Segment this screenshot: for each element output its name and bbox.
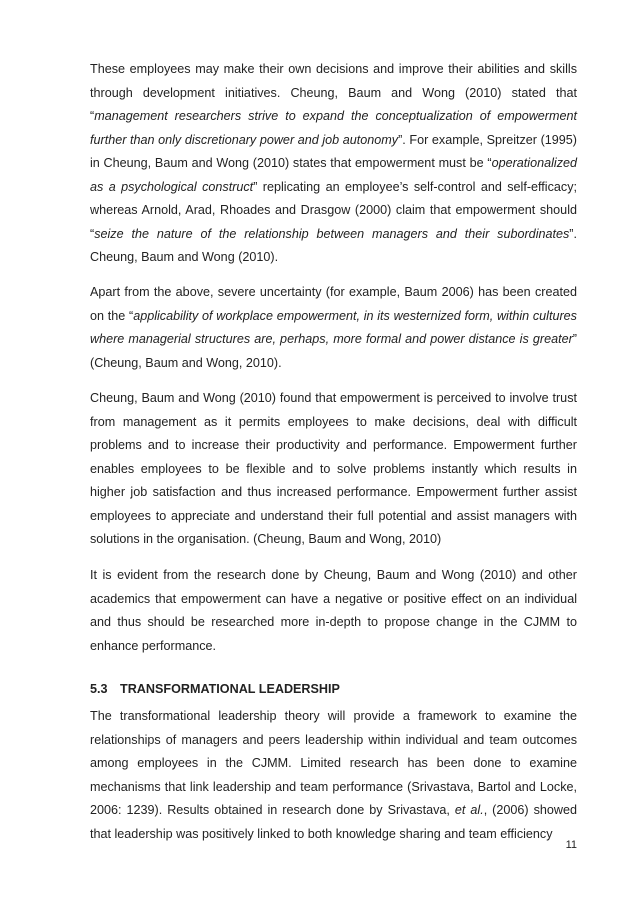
paragraph-uncertainty xyxy=(90,281,577,375)
section-number: 5.3 xyxy=(90,682,108,696)
text-run: The transformational leadership theory will provide a framework to examine the relationships of managers and peers leadership within individual and team outcomes among employees in the CJMM. Limited research has been done to examine mechanisms that link leadership and team performance (Srivastava, Bartol and Locke, 2006: 1239). Results obtained in research done by Srivastava, xyxy=(90,709,577,817)
citation-italic: et al. xyxy=(454,803,484,817)
quote-italic: management researchers strive to expand the conceptualization of empowerment further than only discretionary power and job autonomy xyxy=(90,109,577,147)
quote-italic: applicability of workplace empowerment, in its westernized form, within cultures where managerial structures are, perhaps, more formal and power distance is greater xyxy=(90,308,577,346)
text-run: Apart from the above, severe uncertainty (for example, Baum 2006) has been created on the “ xyxy=(90,285,577,323)
quote-italic: seize the nature of the relationship between managers and their subordinates xyxy=(94,226,570,241)
paragraph-empowerment-definition xyxy=(90,58,577,270)
text-run: ” (Cheung, Baum and Wong, 2010). xyxy=(90,332,577,370)
section-heading xyxy=(90,678,340,702)
text-run: , (2006) showed that leadership was positively linked to both knowledge sharing and team efficiency xyxy=(90,803,577,841)
paragraph-empowerment-effect: It is evident from the research done by Cheung, Baum and Wong (2010) and other academics that empowerment can have a negative or positive effect on an individual and thus should be researched more in-depth to propose change in the CJMM to enhance performance. xyxy=(90,568,577,653)
page-number: 11 xyxy=(565,839,577,851)
text-run: ”. For example, Spreitzer (1995) in Cheung, Baum and Wong (2010) states that empowerment must be “ xyxy=(90,132,578,170)
text-run: ”. Cheung, Baum and Wong (2010). xyxy=(90,226,577,264)
text-run: These employees may make their own decisions and improve their abilities and skills through development initiatives. Cheung, Baum and Wong (2010) stated that “ xyxy=(90,62,577,123)
text-run: ” replicating an employee’s self-control and self-efficacy; whereas Arnold, Arad, Rhoades and Drasgow (2000) claim that empowerment should “ xyxy=(90,179,577,241)
paragraph-transformational-leadership xyxy=(90,705,577,846)
quote-italic: operationalized as a psychological construct xyxy=(90,156,577,194)
paragraph-empowerment-trust: Cheung, Baum and Wong (2010) found that empowerment is perceived to involve trust from management as it permits employees to make decisions, deal with difficult problems and to increase their productivity and performance. Empowerment further enables employees to be flexible and to solve problems instantly which results in higher job satisfaction and thus increased performance. Empowerment further assist employees to appreciate and understand their full potential and assist managers with solutions in the organisation. (Cheung, Baum and Wong, 2010) xyxy=(90,391,577,546)
section-title: TRANSFORMATIONAL LEADERSHIP xyxy=(120,682,340,696)
